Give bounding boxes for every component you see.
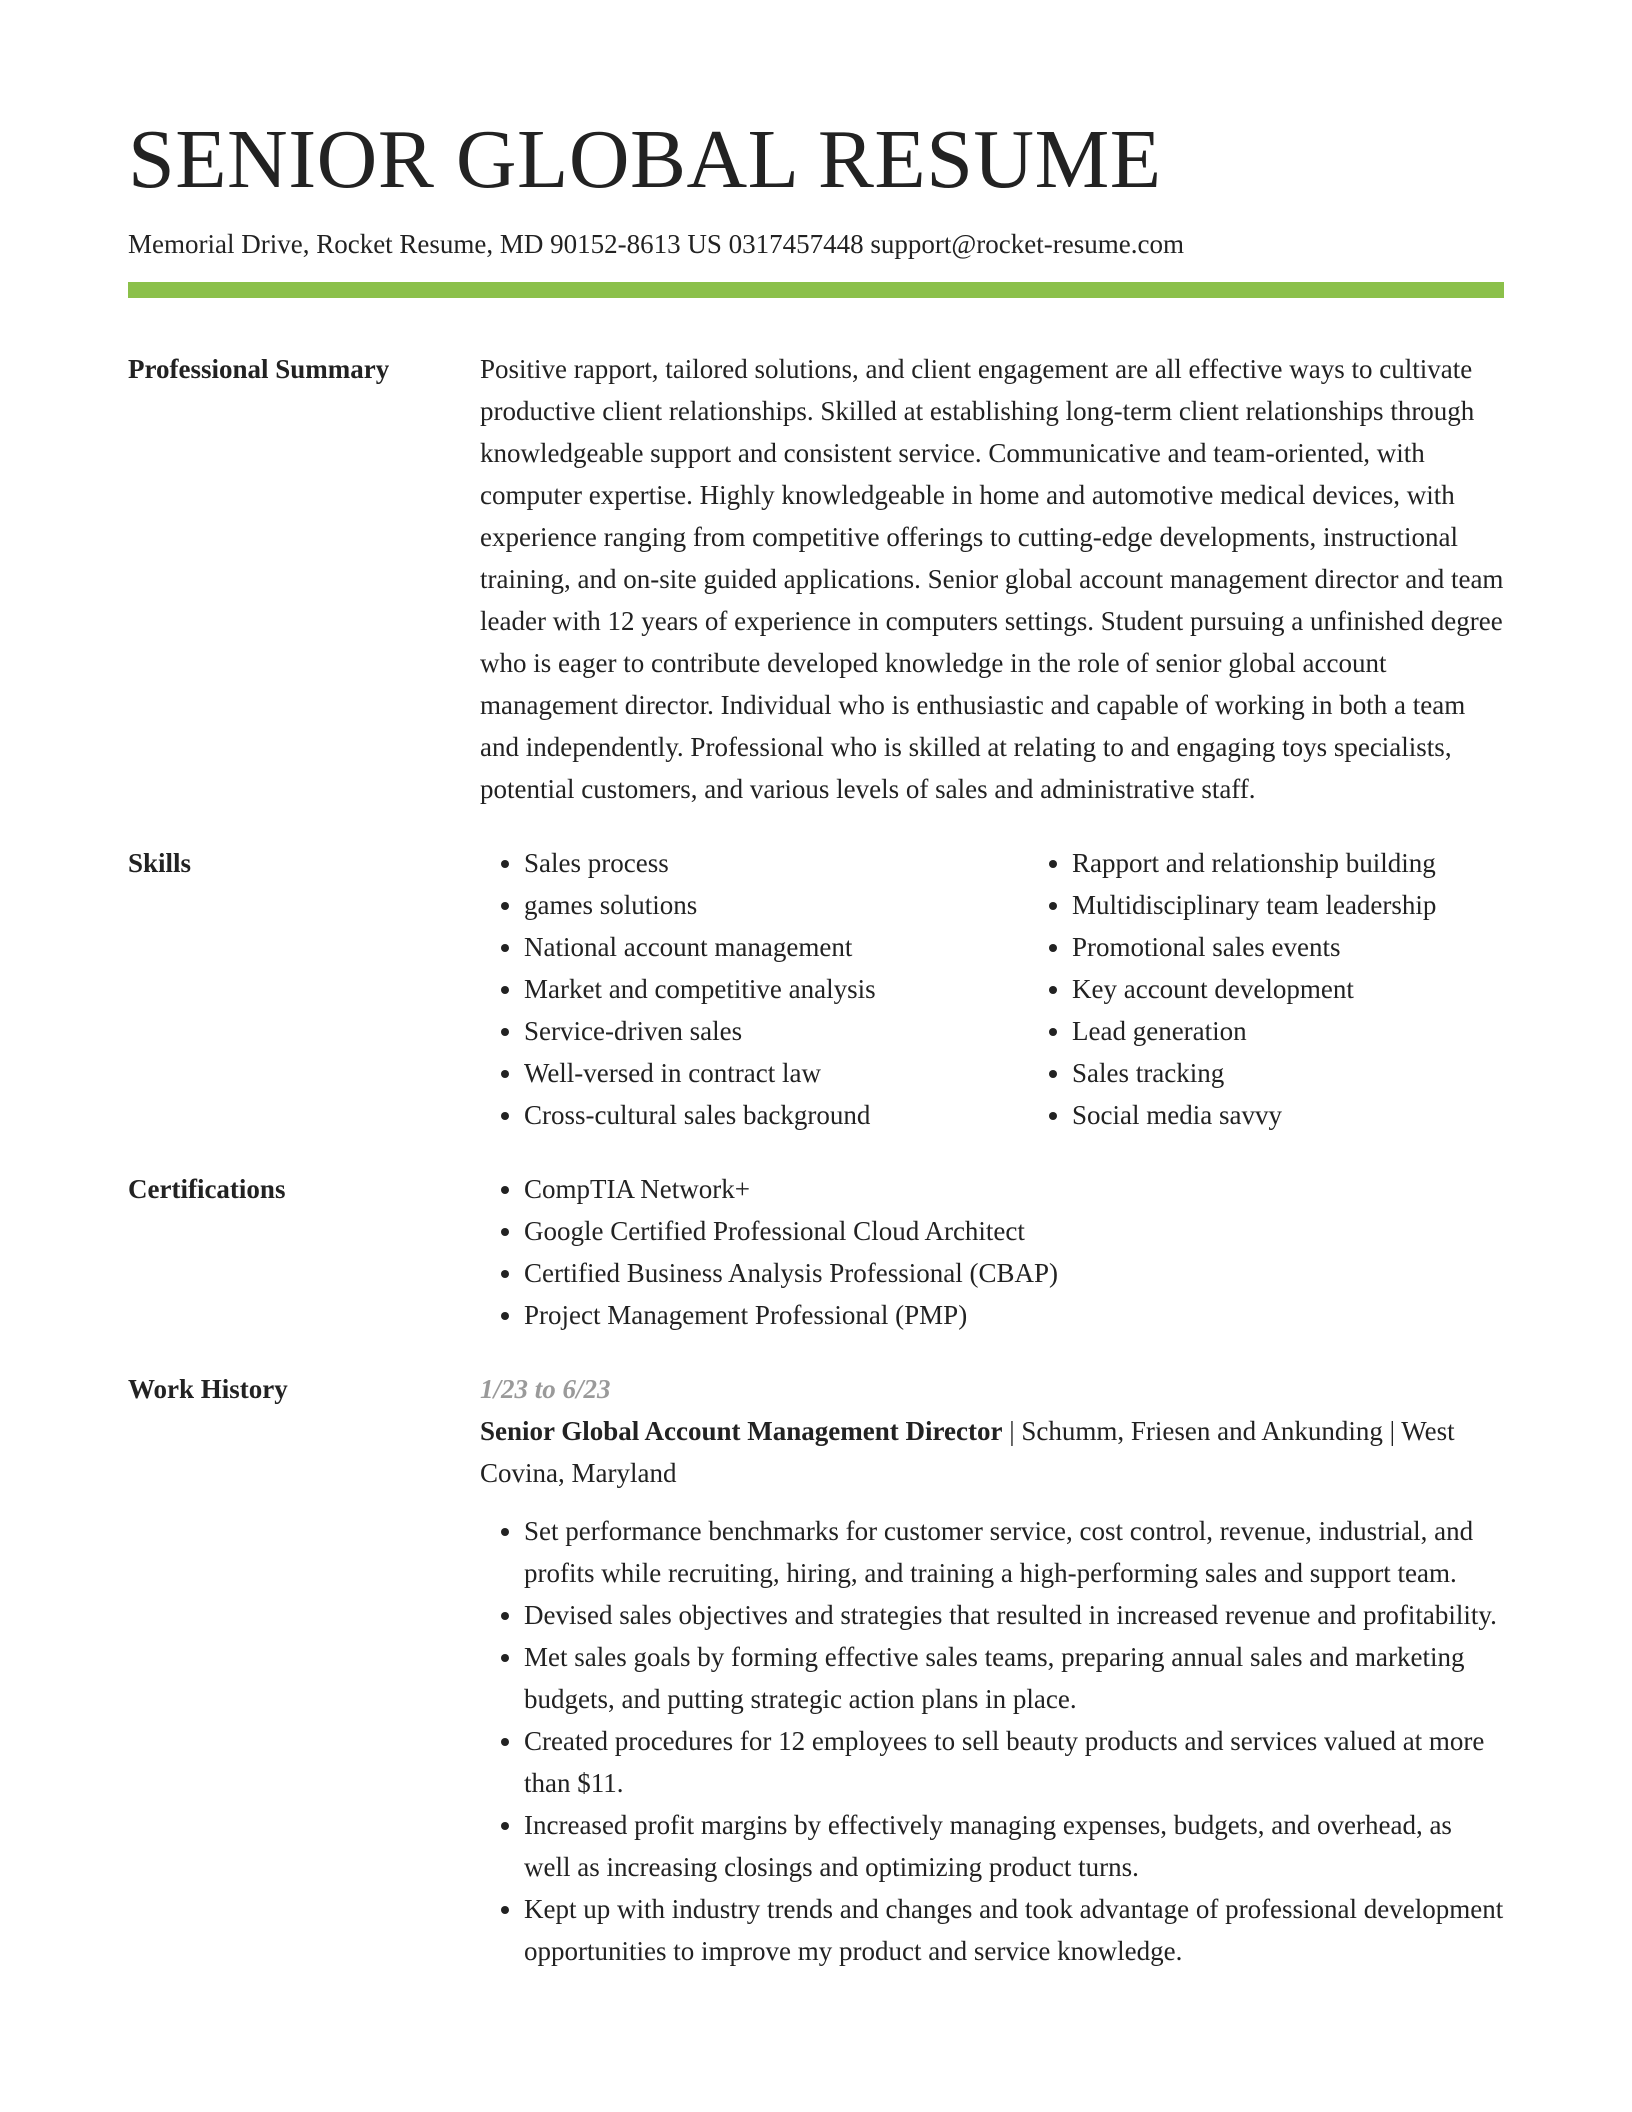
- skill-item: • Well-versed in contract law: [524, 1052, 1028, 1094]
- certification-item: • Google Certified Professional Cloud Architect: [524, 1210, 1504, 1252]
- job-bullet: • Kept up with industry trends and changes and took advantage of professional development opportunities to improve my product and service knowledge.: [524, 1888, 1504, 1972]
- job-bullet: • Increased profit margins by effectively managing expenses, budgets, and overhead, as well as increasing closings and optimizing product turns.: [524, 1804, 1504, 1888]
- skill-item: • National account management: [524, 926, 1028, 968]
- job-bullet: • Created procedures for 12 employees to sell beauty products and services valued at more than $11.: [524, 1720, 1504, 1804]
- certification-item: • Project Management Professional (PMP): [524, 1294, 1504, 1336]
- job-bullets: [480, 1510, 1504, 1972]
- skill-item: • Rapport and relationship building: [1072, 842, 1576, 884]
- skills-list-left: [480, 842, 1028, 1136]
- job-heading: [480, 1410, 1504, 1494]
- section-label-certifications: Certifications: [128, 1174, 286, 1205]
- skill-item: • Cross-cultural sales background: [524, 1094, 1028, 1136]
- section-label-summary: Professional Summary: [128, 354, 390, 385]
- certifications-body: [480, 1168, 1504, 1336]
- skill-item: • Promotional sales events: [1072, 926, 1576, 968]
- certifications-section: [128, 1168, 1504, 1336]
- skill-item: • games solutions: [524, 884, 1028, 926]
- job-bullet: • Set performance benchmarks for customer service, cost control, revenue, industrial, and profits while recruiting, hiring, and training a high-performing sales and support team.: [524, 1510, 1504, 1594]
- job-bullet: • Met sales goals by forming effective sales teams, preparing annual sales and marketing budgets, and putting strategic action plans in place.: [524, 1636, 1504, 1720]
- job-title: Senior Global Account Management Director: [480, 1416, 1003, 1447]
- skill-item: • Sales process: [524, 842, 1028, 884]
- job-company-location: | Schumm, Friesen and Ankunding | West Covina, Maryland: [480, 1416, 1455, 1489]
- skill-item: • Lead generation: [1072, 1010, 1576, 1052]
- skill-item: • Key account development: [1072, 968, 1576, 1010]
- work-history-section: [128, 1368, 1504, 1972]
- summary-section: [128, 348, 1504, 810]
- certifications-list: [480, 1168, 1504, 1336]
- skills-list-right: [1028, 842, 1576, 1136]
- resume-page: [128, 113, 1504, 1972]
- section-label-skills: Skills: [128, 848, 192, 879]
- job-entry: [480, 1368, 1504, 1972]
- certification-item: • Certified Business Analysis Professional (CBAP): [524, 1252, 1504, 1294]
- skill-item: • Market and competitive analysis: [524, 968, 1028, 1010]
- certification-item: • CompTIA Network+: [524, 1168, 1504, 1210]
- job-bullet: • Devised sales objectives and strategies that resulted in increased revenue and profitability.: [524, 1594, 1504, 1636]
- accent-divider: [128, 282, 1504, 298]
- skill-item: • Service-driven sales: [524, 1010, 1028, 1052]
- resume-title: SENIOR GLOBAL RESUME: [128, 113, 1162, 206]
- skill-item: • Multidisciplinary team leadership: [1072, 884, 1576, 926]
- section-label-work-history: Work History: [128, 1374, 288, 1405]
- contact-info: Memorial Drive, Rocket Resume, MD 90152-8613 US 0317457448 support@rocket-resume.com: [128, 229, 1184, 259]
- skill-item: • Social media savvy: [1072, 1094, 1576, 1136]
- skill-item: • Sales tracking: [1072, 1052, 1576, 1094]
- job-dates: 1/23 to 6/23: [480, 1374, 611, 1405]
- summary-text: Positive rapport, tailored solutions, and client engagement are all effective ways to cultivate productive client relationships. Skilled at establishing long-term client relationships through knowledgeable support and consistent service. Communicative and team-oriented, with computer expertise. Highly knowledgeable in home and automotive medical devices, with experience ranging from competitive offerings to cutting-edge developments, instructional training, and on-site guided applications. Senior global account management director and team leader with 12 years of experience in computers settings. Student pursuing a unfinished degree who is eager to contribute developed knowledge in the role of senior global account management director. Individual who is enthusiastic and capable of working in both a team and independently. Professional who is skilled at relating to and engaging toys specialists, potential customers, and various levels of sales and administrative staff.: [480, 354, 1504, 805]
- skills-columns: [480, 842, 1576, 1136]
- skills-section: [128, 842, 1504, 1136]
